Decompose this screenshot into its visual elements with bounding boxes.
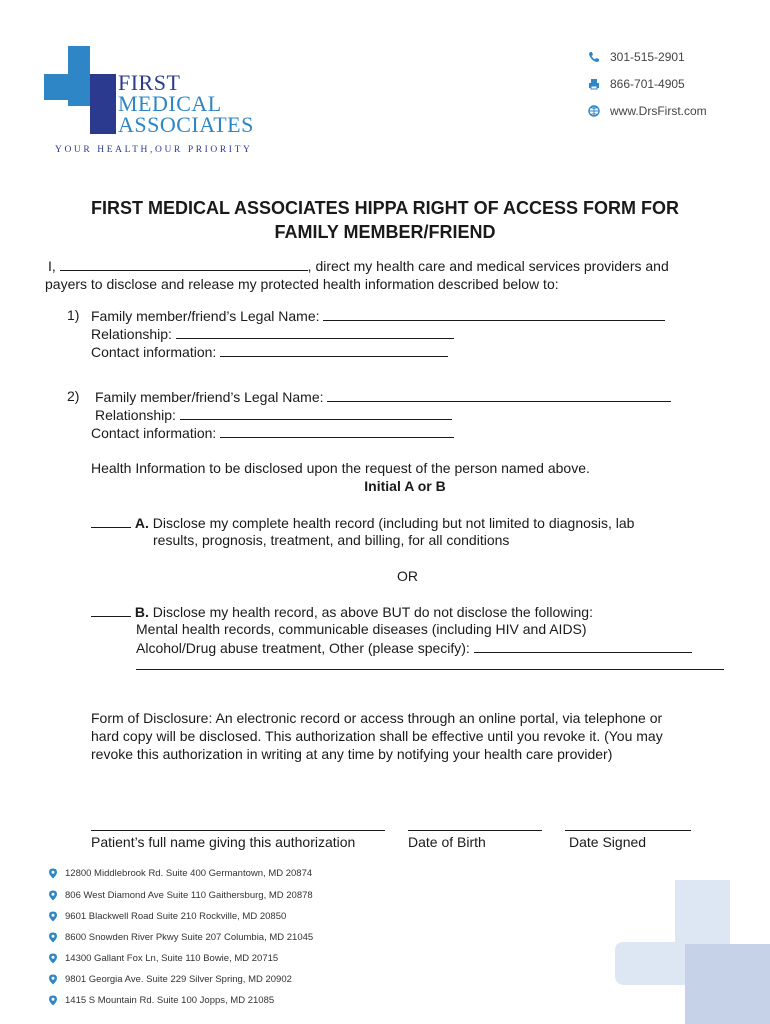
location-pin-icon: [48, 953, 58, 964]
address-text: 806 West Diamond Ave Suite 110 Gaithersburg, MD 20878: [65, 890, 313, 901]
intro-line2: payers to disclose and release my protected health information described below to:: [45, 276, 559, 292]
address-text: 1415 S Mountain Rd. Suite 100 Jopps, MD 21085: [65, 995, 275, 1006]
logo-line-medical: MEDICAL: [118, 91, 222, 116]
other-specify-blank-line2[interactable]: [136, 669, 724, 670]
person2-relationship-blank[interactable]: [180, 405, 452, 420]
decorative-cross-icon: [615, 880, 770, 1024]
tagline: YOUR HEALTH,OUR PRIORITY: [55, 145, 253, 155]
location-pin-icon: [48, 932, 58, 943]
globe-icon: [588, 105, 600, 117]
person1-contact-row: [91, 342, 448, 361]
location-pin-icon: [48, 868, 58, 879]
address-item: [48, 868, 312, 879]
address-item: [48, 890, 313, 901]
form-title-line2: FAMILY MEMBER/FRIEND: [274, 222, 496, 242]
other-specify-blank[interactable]: [474, 638, 692, 653]
patient-name-blank[interactable]: [60, 256, 308, 271]
disclosure-line2: hard copy will be disclosed. This authorization shall be effective until you revoke it. (You may: [91, 728, 663, 744]
address-item: [48, 932, 313, 943]
option-b-line3-row: [136, 638, 692, 657]
relationship-label: Relationship:: [91, 326, 172, 342]
intro-prefix: I,: [48, 258, 56, 274]
contact-phone: [588, 50, 685, 64]
option-a-letter: A.: [134, 515, 149, 531]
dob-label: Date of Birth: [408, 834, 486, 850]
intro-line1: [48, 256, 669, 275]
person2-legal-name-row: [95, 387, 671, 406]
contact-phone-text: 301-515-2901: [610, 50, 685, 64]
form-title-line1: FIRST MEDICAL ASSOCIATES HIPPA RIGHT OF ACCESS FORM FOR: [90, 198, 679, 218]
patient-signature-line[interactable]: [91, 830, 385, 831]
contact-web[interactable]: [588, 104, 707, 118]
person2-legal-name-blank[interactable]: [327, 387, 671, 402]
contact-label: Contact information:: [91, 344, 217, 360]
location-pin-icon: [48, 890, 58, 901]
phone-icon: [588, 51, 600, 63]
address-item: [48, 911, 286, 922]
logo-line-associates: ASSOCIATES: [118, 112, 254, 137]
or-separator: OR: [397, 568, 418, 584]
address-text: 12800 Middlebrook Rd. Suite 400 Germantown, MD 20874: [65, 868, 313, 879]
location-pin-icon: [48, 995, 58, 1006]
person1-relationship-row: [91, 324, 454, 343]
option-b-line3: Alcohol/Drug abuse treatment, Other (please specify):: [136, 640, 470, 656]
relationship-label: Relationship:: [95, 407, 176, 423]
person1-contact-blank[interactable]: [220, 342, 448, 357]
date-signed-line[interactable]: [565, 830, 691, 831]
option-b-row: [91, 602, 593, 621]
option-a-initial-blank[interactable]: [91, 513, 131, 528]
logo-line-first: FIRST: [118, 70, 181, 95]
option-b-line2: Mental health records, communicable diseases (including HIV and AIDS): [136, 621, 587, 637]
person2-contact-blank[interactable]: [220, 423, 454, 438]
intro-rest: , direct my health care and medical services providers and: [307, 258, 669, 274]
contact-fax: [588, 77, 685, 91]
address-item: [48, 953, 278, 964]
address-item: [48, 974, 292, 985]
option-a-row: [91, 513, 634, 532]
contact-web-text[interactable]: www.DrsFirst.com: [610, 104, 707, 118]
location-pin-icon: [48, 911, 58, 922]
person2-contact-row: [91, 423, 454, 442]
person1-legal-name-blank[interactable]: [323, 306, 665, 321]
person1-legal-name-row: [91, 306, 665, 325]
address-text: 14300 Gallant Fox Ln, Suite 110 Bowie, MD 20715: [65, 953, 279, 964]
address-text: 9801 Georgia Ave. Suite 229 Silver Spring, MD 20902: [65, 974, 292, 985]
address-item: [48, 995, 274, 1006]
disclosure-line1: Form of Disclosure: An electronic record or access through an online portal, via telephone or: [91, 710, 663, 726]
contact-fax-text: 866-701-4905: [610, 77, 685, 91]
option-b-initial-blank[interactable]: [91, 602, 131, 617]
patient-signature-label: Patient’s full name giving this authorization: [91, 834, 356, 850]
option-b-line1: Disclose my health record, as above BUT do not disclose the following:: [152, 604, 593, 620]
date-signed-label: Date Signed: [569, 834, 647, 850]
person2-relationship-row: [95, 405, 452, 424]
address-text: 9601 Blackwell Road Suite 210 Rockville, MD 20850: [65, 911, 287, 922]
person2-number: 2): [67, 388, 80, 404]
logo-text: [118, 72, 254, 135]
contact-label: Contact information:: [91, 425, 217, 441]
option-a-line1: Disclose my complete health record (including but not limited to diagnosis, lab: [152, 515, 635, 531]
health-info-text: Health Information to be disclosed upon the request of the person named above.: [91, 460, 590, 476]
legal-name-label: Family member/friend’s Legal Name:: [91, 308, 320, 324]
option-a-line2: results, prognosis, treatment, and billing, for all conditions: [153, 532, 510, 548]
option-b-letter: B.: [134, 604, 149, 620]
disclosure-line3: revoke this authorization in writing at any time by notifying your health care provider): [91, 746, 613, 762]
address-text: 8600 Snowden River Pkwy Suite 207 Columbia, MD 21045: [65, 932, 314, 943]
person1-number: 1): [67, 307, 80, 323]
dob-line[interactable]: [408, 830, 542, 831]
fax-icon: [588, 78, 600, 90]
location-pin-icon: [48, 974, 58, 985]
initial-instruction: Initial A or B: [364, 478, 446, 494]
legal-name-label: Family member/friend’s Legal Name:: [95, 389, 324, 405]
person1-relationship-blank[interactable]: [176, 324, 454, 339]
form-title: [40, 196, 730, 244]
